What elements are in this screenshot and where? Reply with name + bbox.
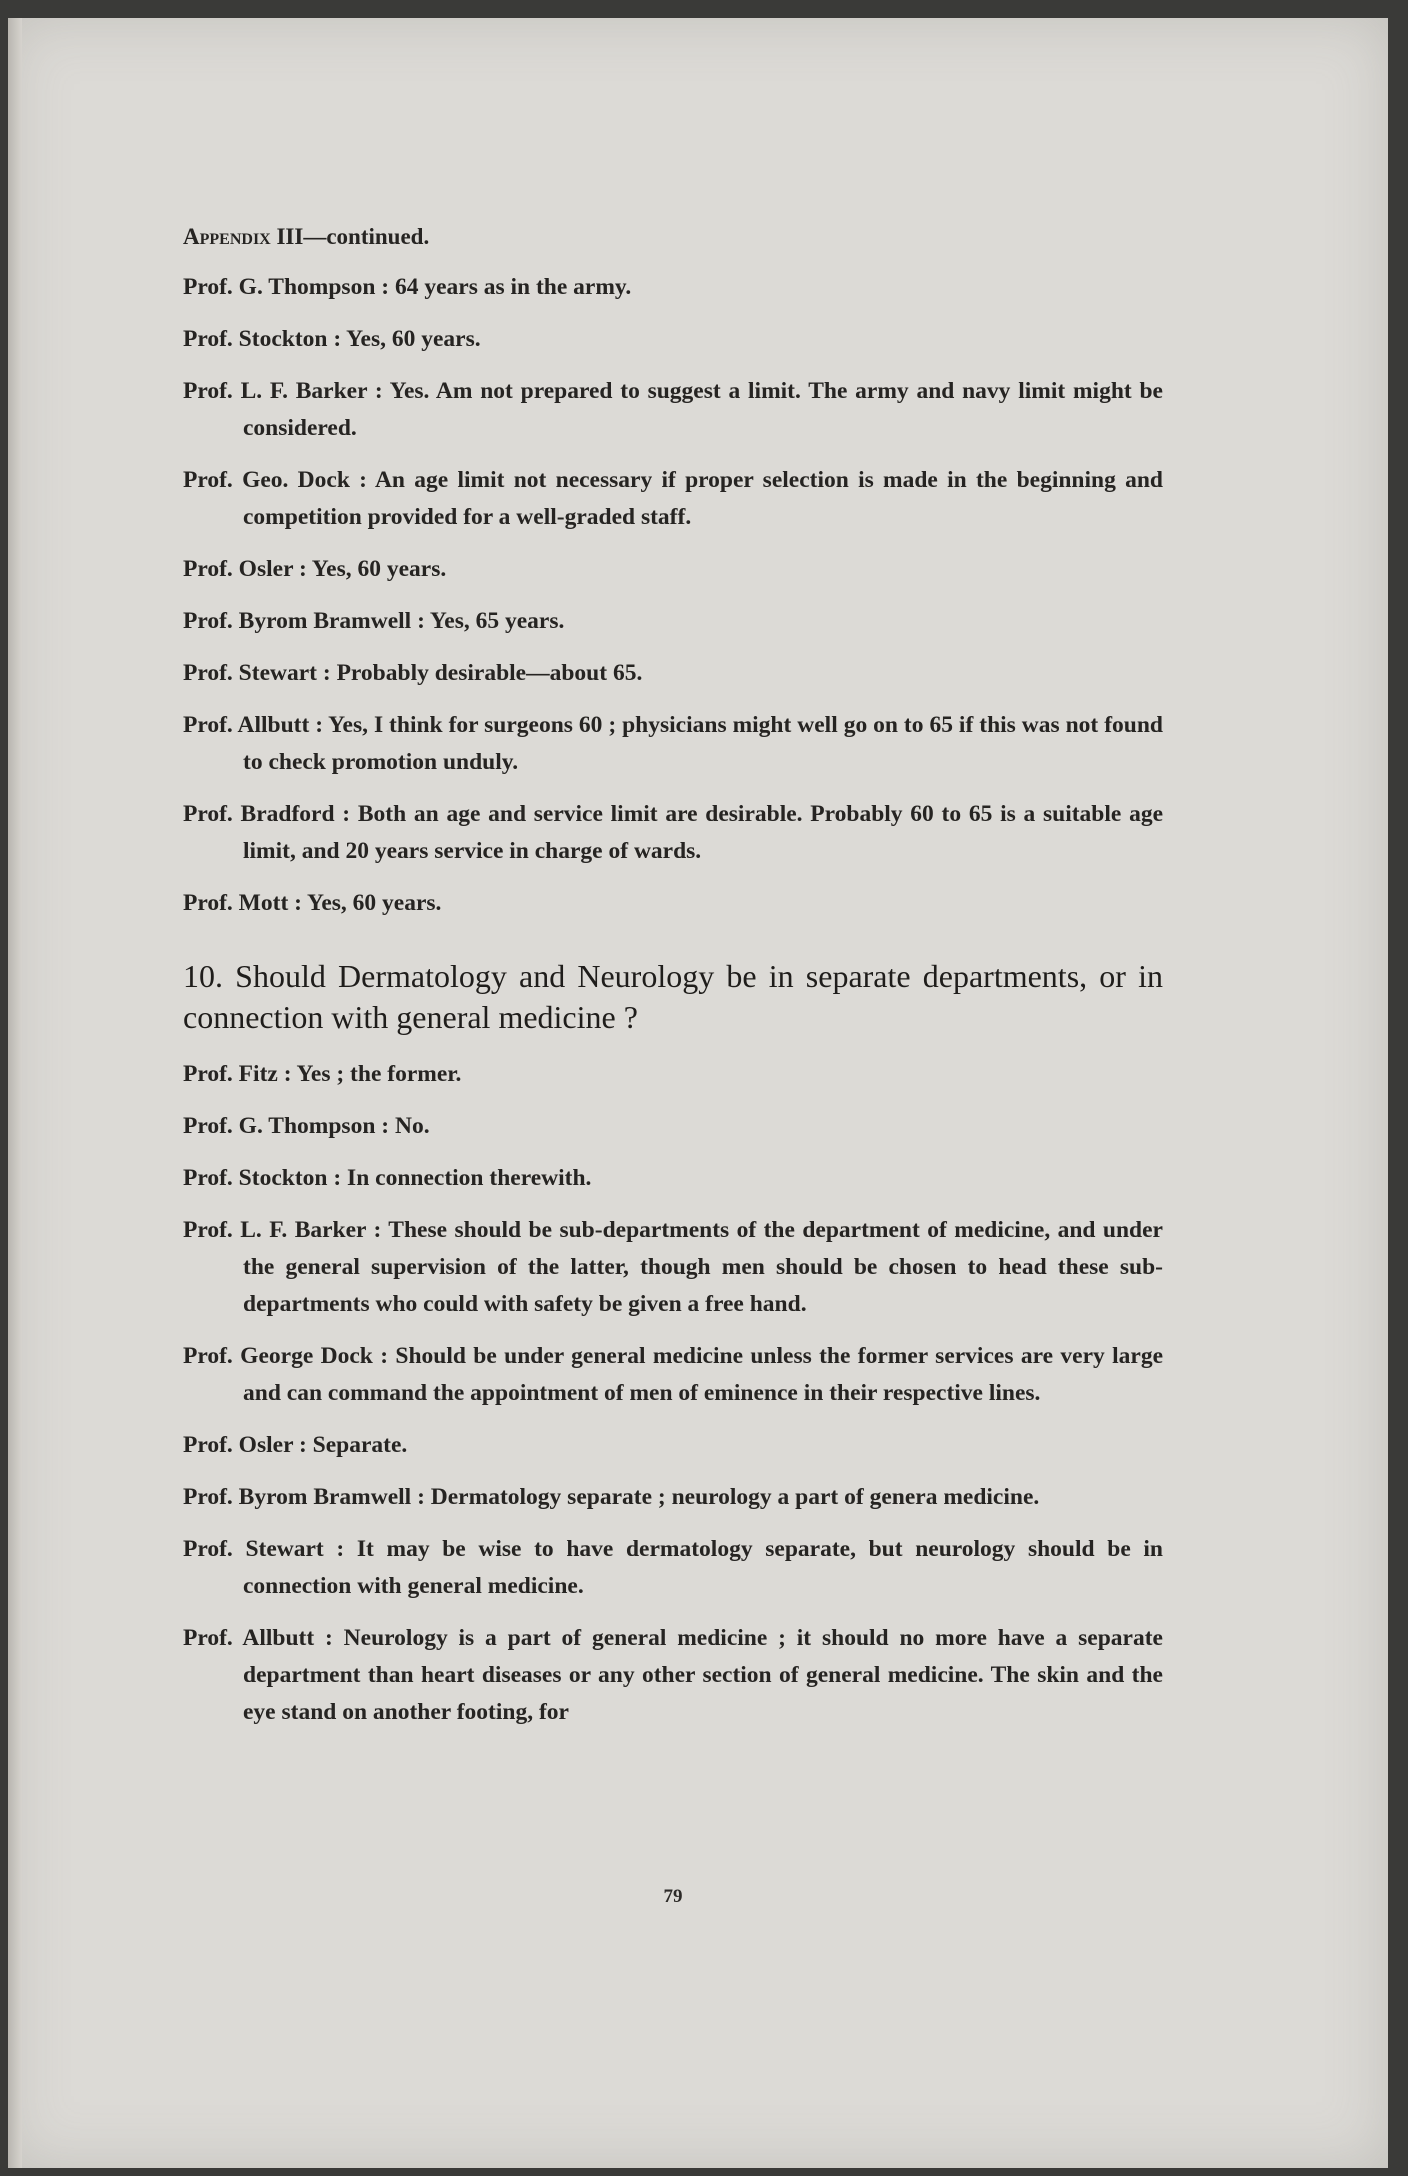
page-text-block	[183, 218, 1163, 1907]
answer-osler-age: Prof. Osler : Yes, 60 years.	[183, 556, 447, 582]
question-10-heading: 10. Should Dermatology and Neurology be in separate departments, or in connection with general medicine ?	[183, 958, 1163, 1035]
answer-osler-q10: Prof. Osler : Separate.	[183, 1432, 408, 1458]
answer-fitz-q10: Prof. Fitz : Yes ; the former.	[183, 1061, 462, 1087]
answer-bramwell-q10: Prof. Byrom Bramwell : Dermatology separate ; neurology a part of genera medicine.	[183, 1484, 1040, 1510]
answer-thompson-age: Prof. G. Thompson : 64 years as in the army.	[183, 274, 632, 300]
book-page	[8, 18, 1388, 2168]
answer-dock-q10: Prof. George Dock : Should be under general medicine unless the former services are very large and can command the appointment of men of eminence in their respective lines.	[183, 1343, 1163, 1406]
answer-stewart-q10: Prof. Stewart : It may be wise to have dermatology separate, but neurology should be in connection with general medicine.	[183, 1536, 1163, 1599]
appendix-label: Appendix	[183, 224, 271, 249]
answer-barker-q10: Prof. L. F. Barker : These should be sub-departments of the department of medicine, and under the general supervision of the latter, though men should be chosen to head these sub-departments who could with safety be given a free hand.	[183, 1217, 1163, 1317]
appendix-continued: III—continued.	[270, 224, 430, 249]
answer-stockton-age: Prof. Stockton : Yes, 60 years.	[183, 326, 481, 352]
answer-stockton-q10: Prof. Stockton : In connection therewith.	[183, 1165, 592, 1191]
running-header	[183, 218, 1163, 255]
answer-allbutt-age: Prof. Allbutt : Yes, I think for surgeons 60 ; physicians might well go on to 65 if this was not found to check promotion unduly.	[183, 712, 1163, 775]
answer-stewart-age: Prof. Stewart : Probably desirable—about 65.	[183, 660, 643, 686]
answer-thompson-q10: Prof. G. Thompson : No.	[183, 1113, 430, 1139]
answer-dock-age: Prof. Geo. Dock : An age limit not necessary if proper selection is made in the beginning and competition provided for a well-graded staff.	[183, 467, 1163, 530]
answer-barker-age: Prof. L. F. Barker : Yes. Am not prepared to suggest a limit. The army and navy limit might be considered.	[183, 378, 1163, 441]
page-spine-edge	[8, 18, 22, 2168]
page-number: 79	[663, 1886, 683, 1907]
answer-bradford-age: Prof. Bradford : Both an age and service limit are desirable. Probably 60 to 65 is a suitable age limit, and 20 years service in charge of wards.	[183, 801, 1163, 864]
answer-mott-age: Prof. Mott : Yes, 60 years.	[183, 890, 442, 916]
answer-bramwell-age: Prof. Byrom Bramwell : Yes, 65 years.	[183, 608, 565, 634]
answer-allbutt-q10: Prof. Allbutt : Neurology is a part of general medicine ; it should no more have a separate department than heart diseases or any other section of general medicine. The skin and the eye stand on another footing, for	[183, 1625, 1163, 1725]
